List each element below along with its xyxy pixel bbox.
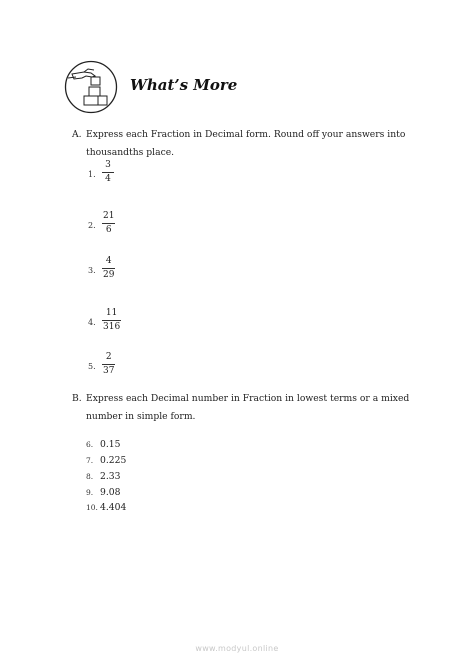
numerator: 2 xyxy=(105,352,112,362)
fraction-item-4 xyxy=(88,308,208,342)
item-number: 8. xyxy=(86,472,94,481)
numerator: 3 xyxy=(105,160,111,170)
numerator: 21 xyxy=(103,211,115,221)
fraction-item-2 xyxy=(88,211,208,245)
decimal-item-8 xyxy=(86,471,186,485)
fraction-bar xyxy=(102,172,114,173)
section-b-instruction: Express each Decimal number in Fraction in lowest terms or a mixed number in simple form. xyxy=(86,393,410,422)
watermark: www.modyul.online xyxy=(195,644,279,653)
decimal-value: 2.33 xyxy=(100,471,121,482)
fraction-bar xyxy=(102,223,115,224)
item-number: 10. xyxy=(86,503,98,512)
decimal-value: 9.08 xyxy=(100,487,121,498)
numerator: 4 xyxy=(105,256,112,266)
item-number: 5. xyxy=(88,362,96,371)
section-a-letter: A. xyxy=(72,129,82,140)
denominator: 316 xyxy=(103,322,121,332)
numerator: 11 xyxy=(105,308,118,318)
item-number: 7. xyxy=(86,456,94,465)
fraction xyxy=(102,352,115,377)
decimal-item-6 xyxy=(86,439,186,453)
fraction-item-5 xyxy=(88,352,208,386)
decimal-item-10 xyxy=(86,502,186,516)
item-number: 1. xyxy=(88,170,96,179)
item-number: 6. xyxy=(86,440,94,449)
hands-stacking-blocks-icon xyxy=(64,60,118,114)
decimal-item-9 xyxy=(86,487,186,501)
fraction xyxy=(102,256,115,281)
item-number: 4. xyxy=(88,318,96,327)
fraction-item-3 xyxy=(88,256,208,290)
fraction xyxy=(102,211,115,236)
fraction-bar xyxy=(102,320,121,321)
item-number: 9. xyxy=(86,488,94,497)
fraction xyxy=(102,308,121,333)
item-number: 2. xyxy=(88,221,96,230)
fraction-item-1 xyxy=(88,160,208,194)
decimal-value: 0.15 xyxy=(100,439,121,450)
fraction xyxy=(102,160,114,185)
section-title: What’s More xyxy=(130,76,238,94)
denominator: 6 xyxy=(105,225,112,235)
decimal-item-7 xyxy=(86,455,186,469)
item-number: 3. xyxy=(88,266,96,275)
fraction-bar xyxy=(102,364,115,365)
denominator: 4 xyxy=(105,174,111,184)
decimal-value: 0.225 xyxy=(100,455,127,466)
denominator: 29 xyxy=(103,270,115,280)
denominator: 37 xyxy=(103,366,115,376)
section-b-letter: B. xyxy=(72,393,82,404)
section-a-instruction: Express each Fraction in Decimal form. Round off your answers into thousandths place. xyxy=(86,129,406,158)
decimal-value: 4.404 xyxy=(100,502,127,513)
fraction-bar xyxy=(102,268,115,269)
